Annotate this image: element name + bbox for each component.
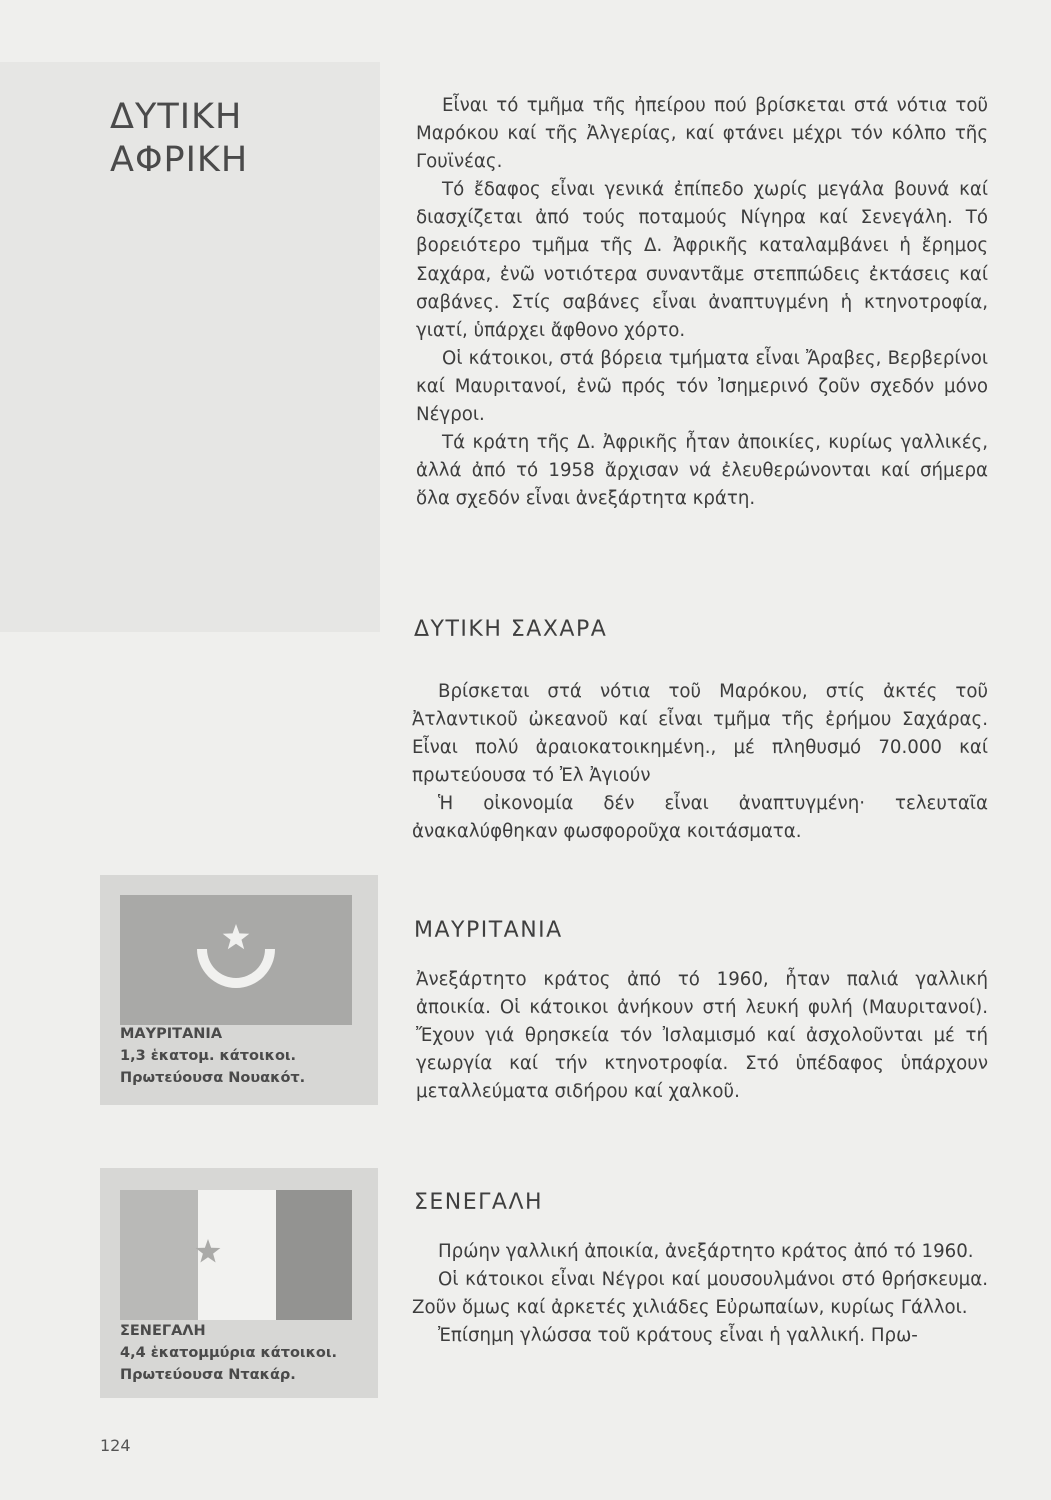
mauritania-flag-field (120, 895, 352, 1025)
western-sahara-text (412, 678, 988, 847)
chapter-title (110, 96, 248, 182)
page-number: 124 (100, 1436, 131, 1455)
senegal-paragraph-1: Πρώην γαλλική ἀποικία, ἀνεξάρτητο κράτος ἀπό τό 1960. (438, 1241, 974, 1262)
intro-paragraph-2: Τό ἔδαφος εἶναι γενικά ἐπίπεδο χωρίς μεγάλα βουνά καί διασχίζεται ἀπό τούς ποταμούς Νίγηρα καί Σενεγάλη. Τό βορειότερο τμῆμα τῆς Δ. Ἀφρικῆς καταλαμβάνει ἡ ἔρημος Σαχάρα, ἐνῶ νοτιότερα συναντᾶμε στεππώδεις ἐκτάσεις καί σαβάνες. Στίς σαβάνες εἶναι ἀναπτυγμένη ἡ κτηνοτροφία, γιατί, ὑπάρχει ἄφθονο χόρτο. (416, 179, 988, 341)
mauritania-paragraph-1: Ἀνεξάρτητο κράτος ἀπό τό 1960, ἦταν παλιά γαλλική ἀποικία. Οἱ κάτοικοι ἀνήκουν στή λευκή φυλή (Μαυριτανοί). Ἔχουν γιά θρησκεία τόν Ἰσλαμισμό καί ἀσχολοῦνται μέ τή γεωργία καί τήν κτηνοτροφία. Στό ὑπέδαφος ὑπάρχουν μεταλλεύματα σιδήρου καί χαλκοῦ. (416, 969, 988, 1103)
senegal-text (412, 1238, 988, 1350)
senegal-caption-country: ΣΕΝΕΓΑΛΗ (120, 1323, 206, 1339)
senegal-paragraph-2: Οἱ κάτοικοι εἶναι Νέγροι καί μουσουλμάνοι στό θρήσκευμα. Ζοῦν ὅμως καί ἀρκετές χιλιάδες Εὐρωπαίων, κυρίως Γάλλοι. (412, 1269, 988, 1319)
senegal-flag-card (100, 1168, 378, 1398)
chapter-title-line-1: ΔΥΤΙΚΗ (110, 97, 243, 137)
western-sahara-paragraph-1: Βρίσκεται στά νότια τοῦ Μαρόκου, στίς ἀκτές τοῦ Ἀτλαντικοῦ ὠκεανοῦ καί εἶναι τμῆμα τῆς ἐρήμου Σαχάρας. Εἶναι πολύ ἀραιοκατοικημένη., μέ πληθυσμό 70.000 καί πρωτεύουσα τό Ἐλ Ἀγιούν (412, 681, 988, 787)
section-heading-mauritania: ΜΑΥΡΙΤΑΝΙΑ (414, 918, 563, 943)
intro-paragraph-1: Εἶναι τό τμῆμα τῆς ἠπείρου πού βρίσκεται στά νότια τοῦ Μαρόκου καί τῆς Ἀλγερίας, καί φτάνει μέχρι τόν κόλπο τῆς Γουϊνέας. (416, 95, 988, 173)
section-heading-senegal: ΣΕΝΕΓΑΛΗ (414, 1190, 544, 1215)
western-sahara-paragraph-2: Ἡ οἰκονομία δέν εἶναι ἀναπτυγμένη· τελευταῖα ἀνακαλύφθηκαν φωσφοροῦχα κοιτάσματα. (412, 793, 988, 843)
intro-paragraph-3: Οἱ κάτοικοι, στά βόρεια τμήματα εἶναι Ἄραβες, Βερβερίνοι καί Μαυριτανοί, ἐνῶ πρός τόν Ἰσημερινό ζοῦν σχεδόν μόνο Νέγροι. (416, 347, 988, 426)
intro-paragraph-4: Τά κράτη τῆς Δ. Ἀφρικῆς ἦταν ἀποικίες, κυρίως γαλλικές, ἀλλά ἀπό τό 1958 ἄρχισαν νά ἐλευθερώνονται καί σήμερα ὅλα σχεδόν εἶναι ἀνεξάρτητα κράτη. (416, 432, 988, 510)
mauritania-flag-card (100, 875, 378, 1105)
intro-text (416, 92, 988, 513)
section-heading-western-sahara: ΔΥΤΙΚΗ ΣΑΧΑΡΑ (414, 617, 608, 642)
senegal-flag-right-band (276, 1190, 352, 1320)
mauritania-caption-capital: Πρωτεύουσα Νουακότ. (120, 1070, 306, 1086)
senegal-flag-left-band (120, 1190, 198, 1320)
senegal-caption-population: 4,4 ἑκατομμύρια κάτοικοι. (120, 1345, 338, 1361)
senegal-flag-caption (120, 1320, 337, 1386)
chapter-title-line-2: ΑΦΡΙΚΗ (110, 140, 249, 180)
mauritania-caption-population: 1,3 ἑκατομ. κάτοικοι. (120, 1048, 297, 1064)
mauritania-caption-country: ΜΑΥΡΙΤΑΝΙΑ (120, 1026, 223, 1042)
senegal-caption-capital: Πρωτεύουσα Ντακάρ. (120, 1367, 296, 1383)
mauritania-flag (120, 895, 352, 1025)
mauritania-text (416, 966, 988, 1106)
senegal-paragraph-3: Ἐπίσημη γλώσσα τοῦ κράτους εἶναι ἡ γαλλική. Πρω- (438, 1325, 918, 1347)
senegal-flag (120, 1190, 352, 1320)
mauritania-flag-caption (120, 1023, 305, 1089)
